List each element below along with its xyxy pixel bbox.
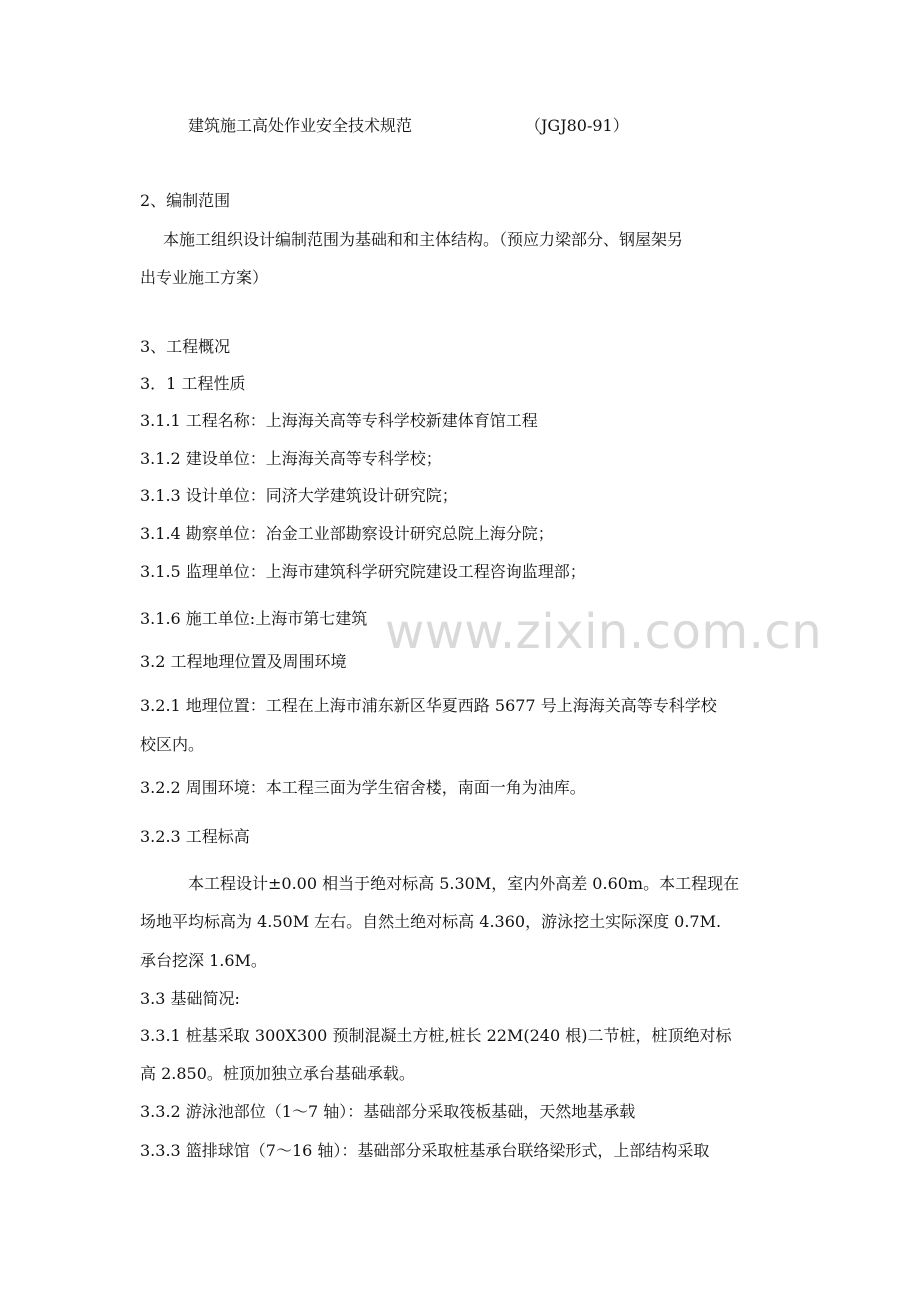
watermark-text: www.zixin.com.cn	[385, 604, 823, 660]
subsection-heading: 3．1 工程性质	[140, 374, 246, 393]
paragraph-line: 本施工组织设计编制范围为基础和和主体结构。（预应力梁部分、钢屋架另	[163, 230, 684, 249]
paragraph-line: 本工程设计±0.00 相当于绝对标高 5.30M，室内外高差 0.60m。本工程现在	[188, 874, 740, 893]
paragraph-line: 出专业施工方案）	[140, 268, 269, 287]
paragraph-line: 场地平均标高为 4.50M 左右。自然土绝对标高 4.360，游泳挖土实际深度 0.7M.	[140, 912, 722, 931]
section-heading-scope: 2、编制范围	[140, 191, 231, 210]
section-heading-overview: 3、工程概况	[140, 337, 231, 356]
list-item: 3.1.2 建设单位：上海海关高等专科学校；	[140, 449, 442, 468]
list-item: 3.3.2 游泳池部位（1～7 轴）：基础部分采取筏板基础，天然地基承载	[140, 1102, 636, 1121]
list-item: 3.1.6 施工单位:上海市第七建筑	[140, 609, 368, 628]
paragraph-line: 高 2.850。桩顶加独立承台基础承载。	[140, 1064, 415, 1083]
subsection-heading: 3.2.3 工程标高	[140, 827, 250, 846]
subsection-heading: 3.3 基础简况:	[140, 989, 240, 1008]
list-item: 3.1.4 勘察单位：冶金工业部勘察设计研究总院上海分院；	[140, 524, 554, 543]
list-item: 3.1.3 设计单位：同济大学建筑设计研究院；	[140, 486, 458, 505]
list-item: 3.3.3 篮排球馆（7～16 轴）：基础部分采取桩基承台联络梁形式，上部结构采取	[140, 1141, 710, 1160]
paragraph-line: 校区内。	[140, 735, 205, 754]
list-item: 3.1.5 监理单位：上海市建筑科学研究院建设工程咨询监理部；	[140, 562, 586, 581]
paragraph-line: 承台挖深 1.6M。	[140, 951, 267, 970]
spec-title: 建筑施工高处作业安全技术规范	[188, 116, 413, 135]
spec-code: （JGJ80-91）	[525, 116, 629, 135]
list-item: 3.2.1 地理位置：工程在上海市浦东新区华夏西路 5677 号上海海关高等专科学校	[140, 696, 717, 715]
list-item: 3.3.1 桩基采取 300X300 预制混凝土方桩,桩长 22M(240 根)二节桩，桩顶绝对标	[140, 1026, 732, 1045]
subsection-heading: 3.2 工程地理位置及周围环境	[140, 652, 347, 671]
list-item: 3.1.1 工程名称：上海海关高等专科学校新建体育馆工程	[140, 411, 538, 430]
list-item: 3.2.2 周围环境：本工程三面为学生宿舍楼，南面一角为油库。	[140, 778, 586, 797]
